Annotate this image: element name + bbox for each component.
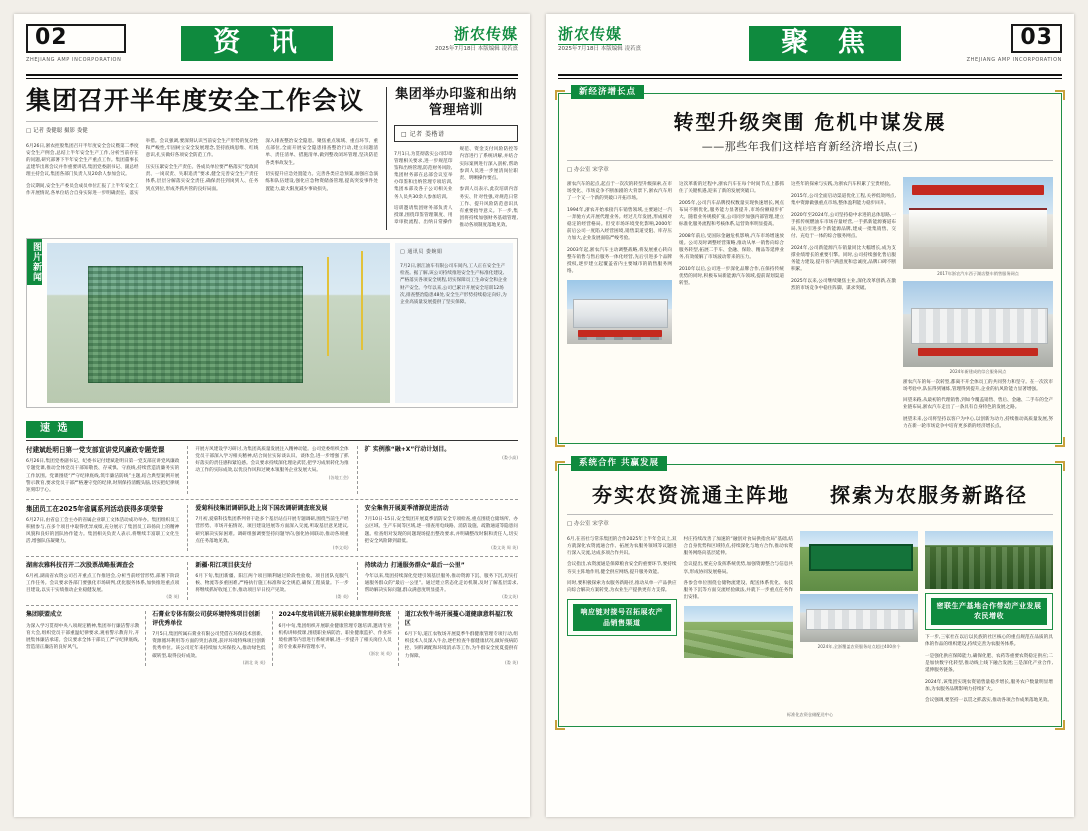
right-page-number: 03 (1011, 24, 1062, 53)
brief-source: (娄 英) (335, 594, 349, 600)
feature2-photo-caption-2: 标准化农资仓储配送中心 (786, 712, 834, 718)
brief-source: (李文英) (332, 544, 349, 550)
right-section-badge: 聚 焦 (749, 26, 900, 61)
feature-new-economy (558, 86, 1062, 444)
feature1-paragraph: 2025年以来,公司继续聚焦主业,深化改革创新,在激烈的市场竞争中稳住阵脚、谋求突破。 (791, 278, 896, 291)
feature2-tag: 系统合作 共赢发展 (571, 456, 667, 471)
feature1-paragraph: 展望未来,公司将坚持以客户为中心,以创新为动力,持续推动高质量发展,努力在新一轮市场竞争中培育更多新的经济增长点。 (903, 417, 1053, 430)
feature2-paragraph: 会议提出,要充分发挥系统优势,加强资源整合与信息共享,形成协同发展格局。 (683, 562, 793, 575)
brief-body: 6月26日,集团党委副书记、纪委书记付建斌赴明日第一党支部宣讲党风廉政专题党课,推动全体党员干部知敬畏、存戒惧、守底线,持续营造清廉务实的工作氛围。党课围绕“严守纪律底线,筑牢廉洁防线”主题,结合典型案例开展警示教育,要求党员干部严格遵守党的纪律,时刻保持清醒头脑,切实把纪律规矩刻印于心。 (26, 459, 180, 493)
photo-dealership-old (567, 280, 672, 344)
feature-agri-cooperation (558, 457, 1062, 727)
brief-title: 2024年度培训班开展职业健康管理师资班 (278, 611, 392, 619)
brief-body: 今年以来,集团持续深化党建引领基层服务,推动资源下沉、服务下沉,切实打通服务群众的“最后一公里”。通过建立常态化走访机制,及时了解基层需求,帮助解决实际问题,群众满意度明显提升。 (364, 574, 518, 594)
feature2-paragraph: 会议指出,农资流通是保障粮食安全的重要环节,要持续夯实主阵地作用,健全供应网络,提升服务效能。 (567, 562, 677, 575)
lead-paragraph: 深入排查整治安全隐患。聚焦重点领域、重点环节、重点部位,全面开展安全隐患排查整治行动,建立问题清单、责任清单、措施清单,做到整改闭环管理,坚决防范各类事故发生。 (265, 139, 378, 166)
brief-body: 6月下旬,道江农牧场开展夏季牛群健康管理专项行动,组织技术人员深入牛舍,逐栏检查牛群健康状况,做好疫病防控、饲料调配和环境消杀等工作,为牛群安全度夏提供有力保障。 (404, 632, 518, 659)
photo-service-center (903, 281, 1053, 367)
right-page (546, 14, 1074, 817)
brief-source: (娄小高) (502, 454, 518, 460)
right-logo-date: 2025年7月18日 本版编辑 凌若熹 (558, 46, 641, 52)
feature2-byline: □ 办公室 宋学章 (567, 520, 609, 527)
feature2-paragraph: 会议强调,要坚持一以贯之抓落实,推动各项合作成果落地见效。 (925, 698, 1052, 704)
training-paragraph: 7月1日,为贯彻落实公司印章管理相关要求,进一步规范印鉴和出纳管理,防范财务风险,集团财务部在总部会议室举办印鉴和出纳管理专项培训,集团本部及各子公司相关业务人员共30余人参加培训。 (394, 151, 453, 200)
feature1-paragraph: 这次革新的过程中,浙农汽车在每个时间节点上都抓住了关键机遇,迎来了新的发展突破口。 (679, 182, 784, 195)
brief-title: 持续动力 打通服务群众“最后一公里” (364, 561, 465, 569)
feature1-paragraph: 回望来路,从最初的代理销售,到如今覆盖销售、售后、金融、二手车的全产业链布局,浙农汽车走出了一条具有自身特色的发展之路。 (903, 398, 1053, 411)
feature2-paragraph: 同时,要积极探索为农服务新路径,推动从单一产品供应向综合解决方案转变,为农业生产提供更有力支撑。 (567, 581, 677, 594)
right-page-number-sub: ZHEJIANG AMP INCORPORATION (966, 57, 1062, 63)
training-paragraph: 培训邀请集团财务部负责人授课,围绕印鉴管理制度、用章审批流程、出纳日常操作规范、资金支付风险防控等内容进行了系统讲解,并结合实际案例进行深入剖析,帮助参训人员进一步厘清岗位职责、明晰操作要点。 (394, 147, 518, 226)
feature2-photo-caption-1: 2024年,全浙覆盖农资服务站点超过400余个 (817, 643, 901, 649)
left-page-number: 02 (26, 24, 126, 53)
photo-banner (912, 185, 1044, 195)
brief-title: 安全集售开展夏季清源促进活动 (364, 504, 449, 512)
brief-source: (娄文英) (502, 594, 518, 600)
brief-body: 6月27日,由省总工会主办的省属企业职工文体活动成功举办。集团组织员工积极参与,在多个项目中取得优异成绩,充分展示了集团员工昂扬向上的精神风貌和良好的团队协作能力。集团相关负责人表示,将继续丰富职工文化生活,增强队伍凝聚力。 (26, 518, 180, 545)
brief-title: 石膏业专体有限公司获环境特殊项目创新评优秀单位 (152, 611, 261, 627)
feature1-paragraph: 2008年前后,受国际金融危机影响,汽车市场增速放缓。公司及时调整经营策略,推动从单一销售向综合服务转型,拓展二手车、金融、保险、精品等延伸业务,有效缓解了市场波动带来的压力。 (679, 233, 784, 261)
left-page-number-sub: ZHEJIANG AMP INCORPORATION (26, 57, 122, 63)
brief-source: (湖北 英 英) (242, 659, 266, 665)
lead-paragraph: 会议期间,安全生产委员会成员单位汇报了上半年安全工作开展情况,各单位结合自身实际进一步明确责任、落实举措。会议强调,要深刻认识当前安全生产形势的复杂性和严峻性,牢固树立安全发展理念,坚持底线思维、红线意识,扎实做好各项安全防范工作。 (26, 139, 259, 197)
brief-title: 付建斌赴明日第一党支部宣讲党风廉政专题党课 (26, 446, 165, 455)
brief-source: (浙农 英 英) (369, 651, 392, 657)
feature1-subhead: ——那些年我们这样培育新经济增长点(三) (701, 139, 919, 153)
feature2-paragraph: 2024年,该集团实现农资销售量稳步增长,服务农户数量明显增加,为农服务品牌影响力持续扩大。 (925, 679, 1053, 692)
feature1-headline: 转型升级突围 危机中谋发展 (673, 109, 947, 134)
feature1-paragraph: 浙农汽车的起点,起点于一次次的转型升级探索,在市场变化、市场竞争不断加剧的大背景下,浙农汽车用了一个又一个新的突破口开拓市场。 (567, 182, 672, 202)
feature1-paragraph: 2020年至2024年,公司坚持稳中求进的总体思路,一手抓传统燃油车市场存量经营,一手抓新能源赛道布局,先后引进多个新能源品牌,建成一批集销售、交付、充电于一体的综合服务网点。 (791, 212, 896, 239)
feature1-photo2-caption: 2024年新建成的综合服务网点 (949, 368, 1007, 374)
brief-source: (娄文英 周 英) (491, 544, 518, 550)
brief-body: 7月5日,集团所属石膏业有限公司凭借在环保技术创新、资源循环利用等方面的突出表现,获评环境特殊项目创新优秀单位。该公司近年来持续加大环保投入,推动绿色低碳转型,取得良好成效。 (152, 632, 266, 659)
feature1-paragraph: 浙农汽车的每一次转型,都离不开全体员工的共同努力和坚守。在一次次市场考验中,队伍得到锤炼,管理得到提升,企业的抗风险能力显著增强。 (903, 379, 1053, 392)
photo-banner (918, 348, 1038, 357)
photo-green-sign (800, 531, 918, 591)
feature1-paragraph: 2003年起,浙农汽车主动调整战略,将发展重心转向整车销售与售后服务一体化经营,先后引进多个品牌授权,逐步建立起覆盖省内主要城市的销售服务网络。 (567, 248, 672, 275)
left-masthead (26, 24, 518, 72)
feature2-paragraph: 村庄持续改善了加速的“融创对食局供指食局”基础,结合自身优势和区域特点,持续深化与地方合作,推动农资服务网络向基层延伸。 (683, 536, 793, 556)
brief-body: 6月下旬,集团新疆、阳江两个项目顺利通过阶段性验收。项目团队克服气候、物流等多重困难,严格执行施工标准和安全规范,确保工程质量。下一步将继续抓好收尾工作,推动项目早日投产见效。 (195, 574, 349, 594)
feature2-inset1-label: 响应链对接号召拓展农产品销售渠道 (573, 604, 671, 631)
brief-title: 集团员工在2025年省属系列活动获得多项荣誉 (26, 504, 164, 513)
right-masthead (558, 24, 1062, 72)
lead-paragraph: 6月26日,浙农控股集团召开半年度安全会议暨第二季度安全生产例会,总结上半年安全生产工作,分析当前存在的问题,研究部署下半年安全生产重点工作。集团董事长孟建华出席会议并作重要讲话,集团党委副书记、副总经理主持会议,集团各部门负责人及20余人参加会议。 (26, 143, 139, 178)
photo-caption: 7月2日,浙江油车有限公司车间内,工人正在安全生产检查。据了解,该公司持续推进安全生产标准化建设,严格落实各项安全规程,切实保障员工生命安全和企业财产安全。今年以来,公司已累计开展安全培训12场次,排查整治隐患48处,安全生产形势持续稳定向好,为企业高质量发展提供了坚实保障。 (400, 263, 508, 306)
brief-source: (娄 英) (505, 659, 518, 665)
feature2-paragraph: 6月,在省社与常乐集团的合作2025年上半年会议上,双方就深化农资流通合作、拓展为农服务领域等议题进行深入交流,达成多项合作共识。 (567, 536, 677, 556)
training-byline: □ 记者 娄楷谱 (394, 125, 518, 142)
brief-body: 6月中旬,集团组织开展职业健康管理专题培训,邀请专业机构讲师授课,围绕职业病防治、职业健康监护、作业环境检测等内容进行系统讲解,进一步提升了相关岗位人员的专业素养和管理水平。 (278, 623, 392, 651)
photo-construction-site (47, 243, 390, 403)
feature2-headline-b: 探索为农服务新路径 (830, 482, 1028, 507)
left-logo: 浙农传媒 (453, 25, 518, 43)
feature1-byline: □ 办公室 宋学章 (567, 166, 609, 173)
brief-body: 为深入学习贯彻中央八项规定精神,集团举行廉洁警示教育大会,组织党员干部重温纪律要求,观看警示教育片,开展集体廉洁承诺。会议要求全体干部员工严守纪律底线,营造清正廉洁的良好风气。 (26, 623, 140, 651)
brief-source: (娄 英) (166, 594, 180, 600)
training-paragraph: 参训人员表示,此次培训内容务实、针对性强,对规范日常工作、提升风险防范意识具有重要指导意义。下一步,集团将持续加强财务基础管理,推动各项制度落地见效。 (459, 187, 518, 228)
right-logo: 浙农传媒 (558, 25, 623, 43)
brief-title: 爱菊科技集团调研队赴上岗下国改调研调查班发展 (195, 504, 328, 512)
photo-banner (578, 330, 662, 336)
photo-label (50, 396, 51, 401)
brief-body: 6月初,湖南省农资公司召开重点工作推进会,分析当前经营形势,部署下阶段工作任务。会议要求各部门要强化市场研判,优化服务体系,加快推进重点项目建设,以实干实绩推动企业稳健发展。 (26, 574, 180, 594)
feature1-tag: 新经济增长点 (571, 85, 644, 100)
feature1-paragraph: 2024年,公司新能源汽车销量同比大幅增长,成为支撑业绩增长的重要引擎。同时,公司持续强化售后服务能力建设,提升客户满意度和忠诚度,品牌口碑不断积累。 (791, 245, 896, 272)
lead-headline: 集团召开半年度安全工作会议 (26, 85, 365, 115)
left-section-badge: 资 讯 (181, 26, 332, 61)
left-logo-date: 2025年7月18日 本版编辑 凌若熹 (435, 46, 518, 52)
feature2-paragraph: 一是强化供应保障能力,确保化肥、农药等重要农资稳定供应;二是加快数字化转型,推动线上线下融合发展;三是深化产业合作,延伸服务链条。 (925, 653, 1053, 673)
feature1-paragraph: 1994年,浙农开始承接汽车销售领域,主要通过一汽一奔驰方式开展代理业务。经过几年发展,形成相对稳定的经营格局。但受市场环境变化影响,2000年前后公司一度陷入经营困境,销售渠道受阻、库存压力加大,企业发展面临严峻考验。 (567, 208, 672, 242)
photo-plant-rows (925, 531, 1053, 589)
feature1-paragraph: 2005年,公司汽车品牌授权数量实现快速增长,网点布局不断优化,服务能力显著提升,市场份额稳步扩大。随着业务规模扩张,公司同步加强内部管理,建立标准化服务流程和考核体系,运营效率明显提高。 (679, 200, 784, 228)
feature2-paragraph: 下一步,三家社在以后以民族的社区核心的重点规范在品质的具体的作品的组织建设,持续完善为农服务体系。 (925, 634, 1053, 648)
briefs-section-label: 速 选 (26, 421, 83, 438)
brief-title: 集团联盟成立 (26, 611, 63, 619)
feature2-paragraph: 各参会单位围绕仓储物流建设、配送体系优化、农技服务下沉等方面交流经验做法,并就下一步重点任务作出安排。 (683, 581, 793, 601)
feature1-photo1-caption: 2017年浙农汽车西子湖店整车销售服务网点 (937, 270, 1019, 276)
brief-body: 7月10日-15日,安全集团开展夏季消防安全专项检查,重点围绕仓储场所、办公区域、生产车间等区域,逐一排查用电线路、消防设施、疏散通道等隐患问题。检查组对发现的问题现场提出整改要求,并明确整改时限和责任人,切实把安全风险降到最低。 (364, 517, 518, 544)
brief-title: 扩 实例推“融+X”行动计划目。 (364, 446, 451, 454)
brief-body: 7月初,爱菊科技集团系列骨干赴多个基层站点开展专题调研,围绕当前生产经营形势、市场开拓情况、项目建设进展等方面深入交流,听取基层意见建议,研究解决实际困难。调研组强调要坚持问题导向,强化协同联动,推动各项重点任务落地见效。 (195, 517, 349, 544)
feature1-paragraph: 2010年以后,公司进一步深化品牌合作,在保持传统优势的同时,积极布局新能源汽车领域,提前谋划渠道转型。 (679, 266, 784, 287)
feature1-paragraph: 这些年的探索与实践,为浙农汽车积累了宝贵经验。 (791, 182, 894, 188)
feature2-inset2-label: 密联生产基地合作带动产业发展农民增收 (931, 598, 1047, 625)
photo-credit: □ 通讯员 娄婉娟 (400, 249, 443, 256)
brief-title: 湖南农雅科技召开二次股票战略报调查会 (26, 561, 135, 569)
left-page (14, 14, 530, 817)
photo-distribution-center (800, 594, 918, 642)
photo-store-front (903, 177, 1053, 269)
brief-title: 新疆·阳江项目获支付 (195, 561, 252, 569)
brief-source: (各地工会) (328, 474, 349, 480)
training-title: 集团举办印鉴和出纳管理培训 (395, 86, 517, 119)
lead-paragraph: 切实提升应急处置能力。完善各类应急预案,加强应急演练和队伍建设,强化应急物资储备管理,提高突发事件处置能力,最大限度减少事故损失。 (265, 172, 378, 192)
photo-farm-field (684, 606, 794, 658)
lead-byline: □ 记者 娄健聪 摄影 娄健 (26, 128, 88, 135)
feature1-paragraph: 2015年,公司全面启动渠道优化工程,关停低效网点,集中资源做强重点市场,整体盈利能力稳步回升。 (791, 193, 896, 206)
feature2-headline-a: 夯实农资流通主阵地 (592, 482, 790, 507)
lead-paragraph: 压实压紧安全生产责任。各成员单位要严格落实“党政同责、一岗双责、失职追责”要求,健全完善安全生产责任体系,层层分解落实安全责任,确保责任到岗到人、任务到点到位,形成齐抓共管的良好局面。 (145, 165, 259, 192)
photo-news-tab: 图片新闻 (27, 239, 42, 285)
brief-title: 道江农牧牛场开展蔓心道健康意料福江牧区 (404, 611, 513, 627)
brief-body: 开展方风建设学习研讨,为集团高质量发展注入精神动能。公司党委组织全体党员干部深入学习相关精神,结合岗位实际谈认识、谈体会,进一步增强了抓好落实的责任感和紧迫感。会议要求持续深化理论武装,把学习成果转化为推动工作的实际成效,以优良作风和过硬本领服务企业发展大局。 (195, 447, 349, 474)
